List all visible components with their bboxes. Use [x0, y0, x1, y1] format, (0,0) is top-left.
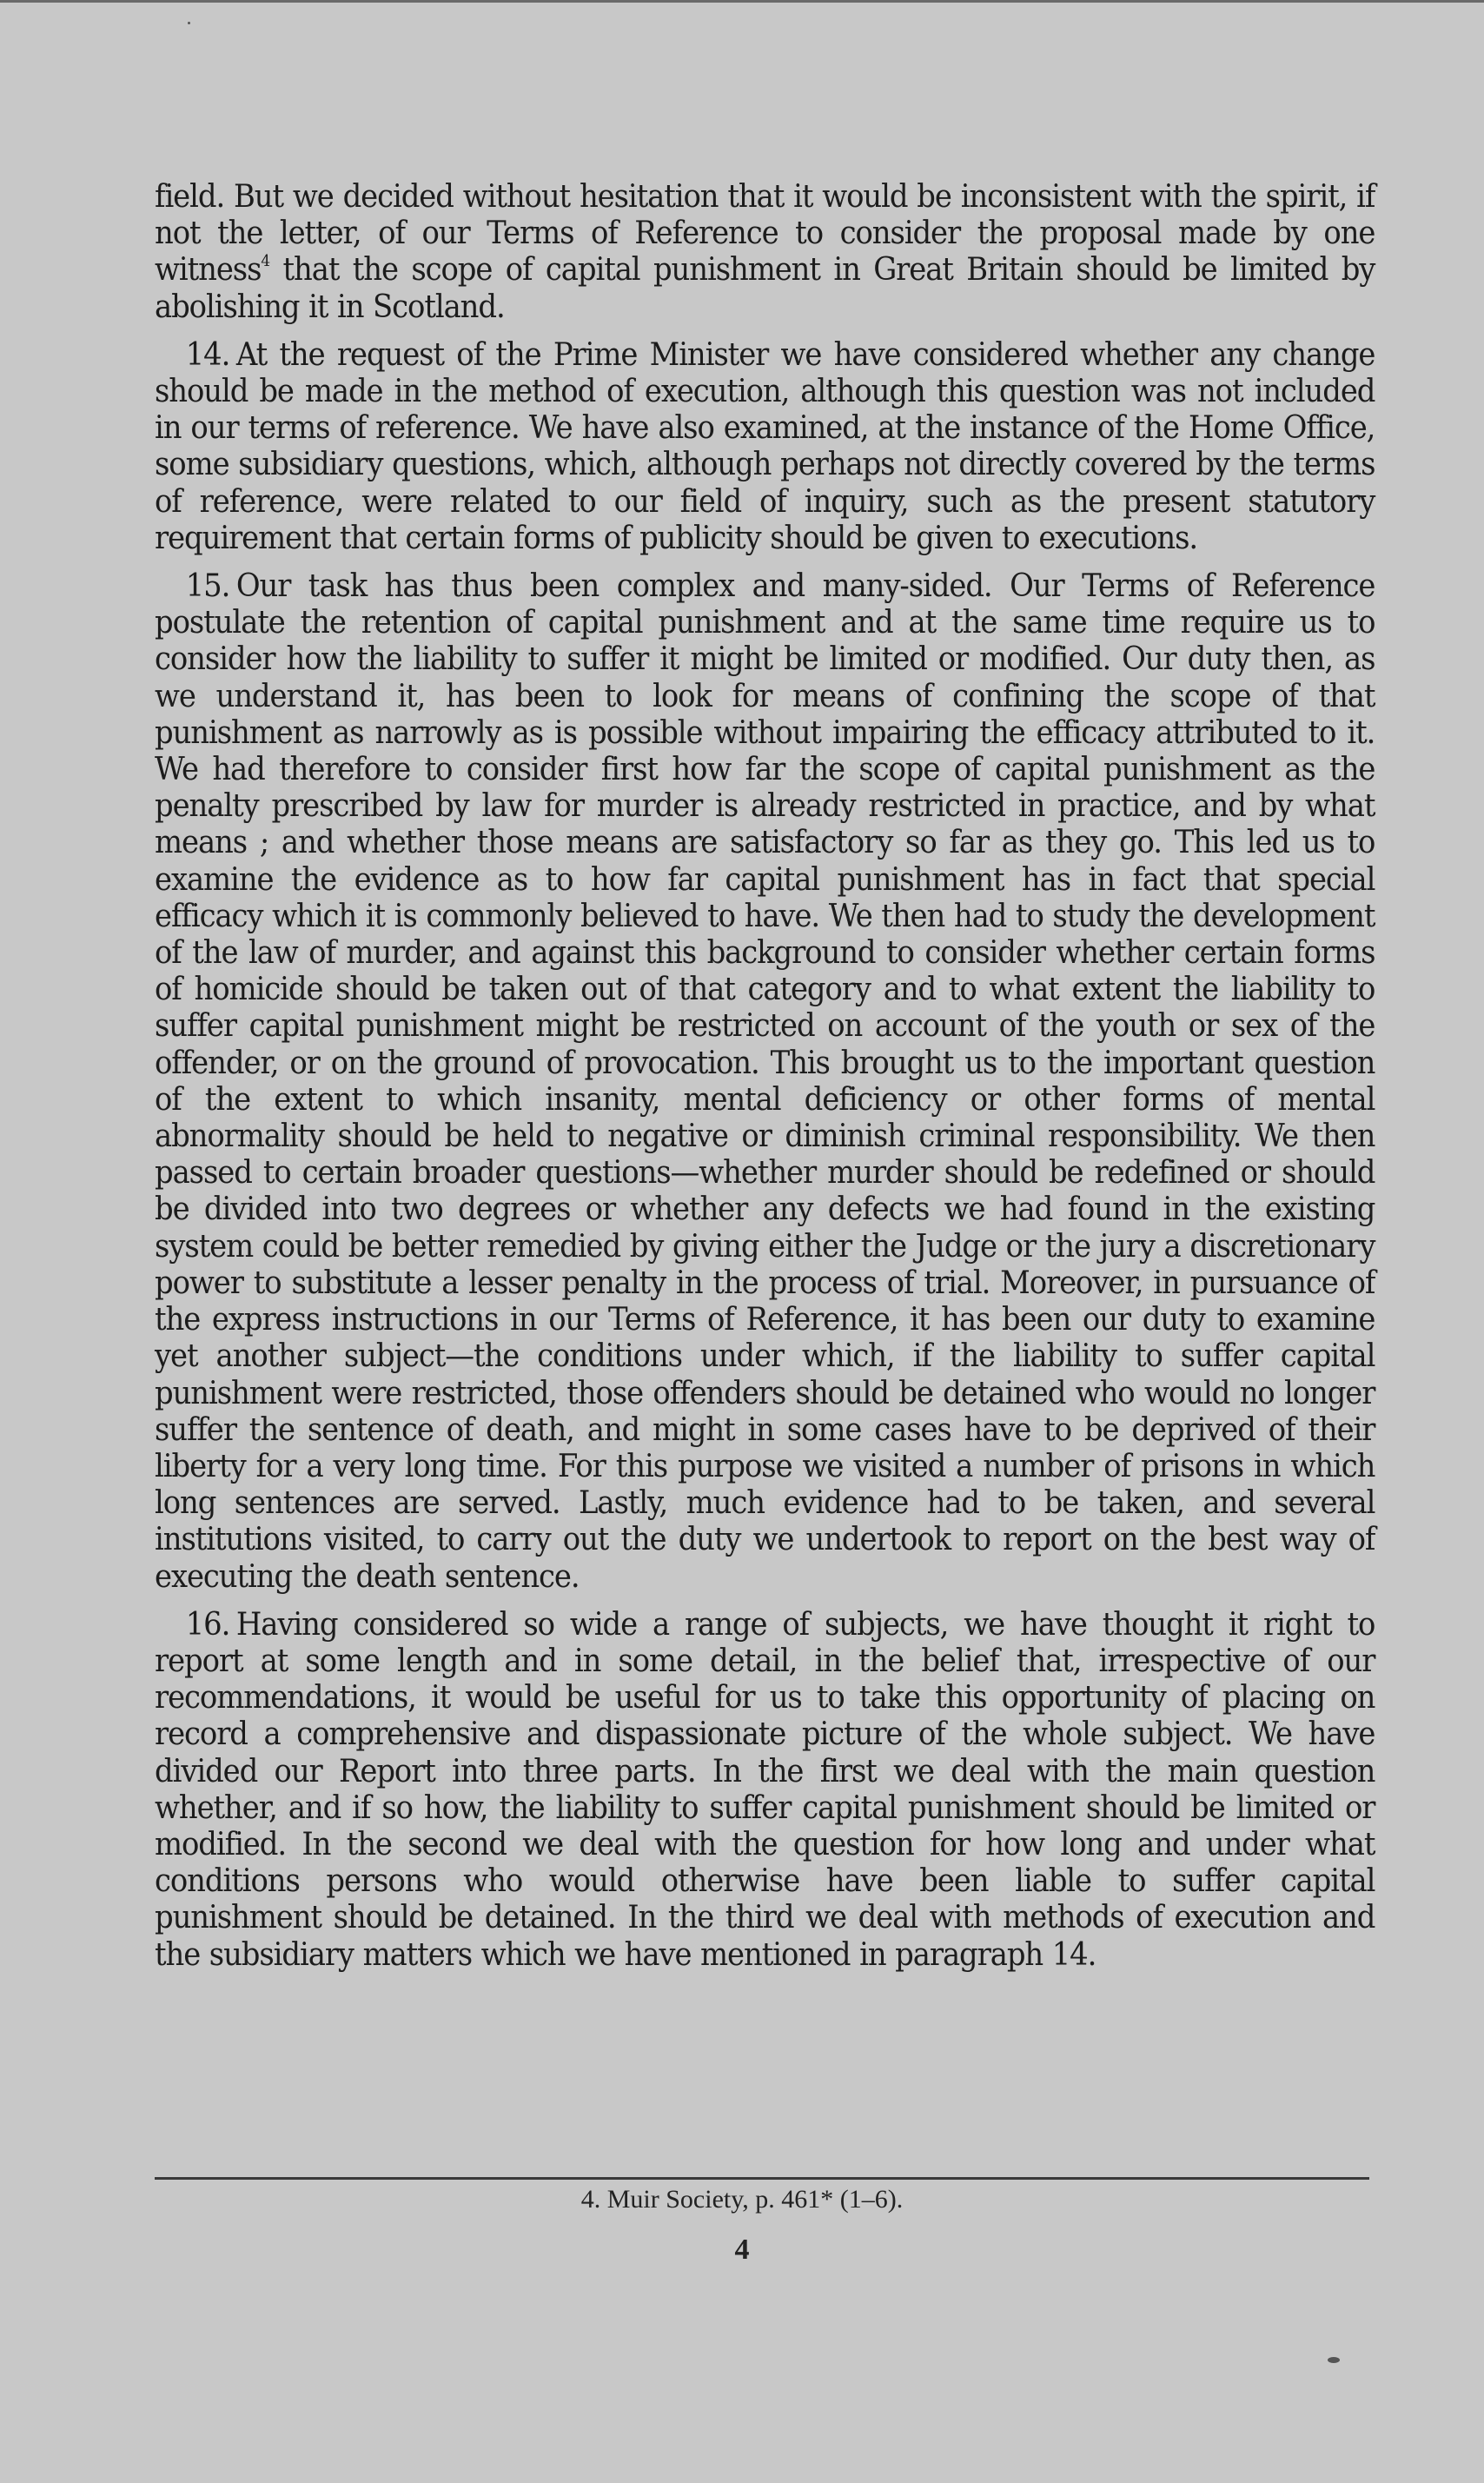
scan-speck: [188, 22, 190, 24]
document-body: [155, 179, 1375, 1985]
paragraph-text: At the request of the Prime Minister we have considered whether any change should be made in the method of execution, although this question was not included in our terms of reference. We have also examined, at the instance of the Home Office, some subsidiary questions, which, although perhaps not directly covered by the terms of reference, were related to our field of inquiry, such as the present statutory requirement that certain forms of publicity should be given to executions.: [155, 336, 1375, 556]
footnote-divider: [155, 2177, 1369, 2180]
paragraph-text: Our task has thus been complex and many-sided. Our Terms of Reference postulate the retention of capital punishment and at the same time require us to consider how the liability to suffer it might be limited or modified. Our duty then, as we understand it, has been to look for means of confining the scope of that punishment as narrowly as is possible without impairing the efficacy attributed to it. We had therefore to consider first how far the scope of capital punishment as the penalty prescribed by law for murder is already restricted in practice, and by what means ; and whether those means are satisfactory so far as they go. This led us to examine the evidence as to how far capital punishment has in fact that special efficacy which it is commonly believed to have. We then had to study the development of the law of murder, and against this background to consider whether certain forms of homicide should be taken out of that category and to what extent the liability to suffer capital punishment might be restricted on account of the youth or sex of the offender, or on the ground of provocation. This brought us to the important question of the extent to which insanity, mental deficiency or other forms of mental abnormality should be held to negative or diminish criminal responsibility. We then passed to certain broader questions—whether murder should be redefined or should be divided into two degrees or whether any defects we had found in the existing system could be better remedied by giving either the Judge or the jury a discretionary power to substitute a lesser penalty in the process of trial. Moreover, in pursuance of the express instructions in our Terms of Reference, it has been our duty to examine yet another subject—the conditions under which, if the liability to suffer capital punishment were restricted, those offenders should be detained who would no longer suffer the sentence of death, and might in some cases have to be deprived of their liberty for a very long time. For this purpose we visited a number of prisons in which long sentences are served. Lastly, much evidence had to be taken, and several institutions visited, to carry out the duty we undertook to report on the best way of executing the death sentence.: [155, 568, 1375, 1595]
footnote: 4. Muir Society, p. 461* (1–6).: [580, 2185, 904, 2214]
page-number: 4: [734, 2234, 750, 2266]
scan-speck: [1328, 2357, 1340, 2363]
paragraph-14: [155, 337, 1375, 557]
paragraph-number: 15.: [185, 568, 230, 605]
paragraph-continuation: [155, 179, 1375, 326]
paragraph-number: 14.: [185, 336, 230, 373]
footnote-reference[interactable]: 4: [261, 252, 270, 271]
paragraph-15: [155, 568, 1375, 1596]
paragraph-text: that the scope of capital punishment in Great Britain should be limited by abolishing it in Scotland.: [155, 252, 1375, 325]
paragraph-text: field. But we decided without hesitation that it would be inconsistent with the spirit, if not the letter, of our Terms of Reference to consider the proposal made by one witness: [155, 179, 1375, 289]
paragraph-text: Having considered so wide a range of subjects, we have thought it right to report at some length and in some detail, in the belief that, irrespective of our recommendations, it would be useful for us to take this opportunity of placing on record a comprehensive and dispassionate picture of the whole subject. We have divided our Report into three parts. In the first we deal with the main question whether, and if so how, the liability to suffer capital punishment should be limited or modified. In the second we deal with the question for how long and under what conditions persons who would otherwise have been liable to suffer capital punishment should be detained. In the third we deal with methods of execution and the subsidiary matters which we have mentioned in paragraph 14.: [155, 1606, 1375, 1973]
paragraph-number: 16.: [185, 1606, 230, 1643]
paragraph-16: [155, 1607, 1375, 1974]
scan-top-edge: [0, 0, 1484, 3]
